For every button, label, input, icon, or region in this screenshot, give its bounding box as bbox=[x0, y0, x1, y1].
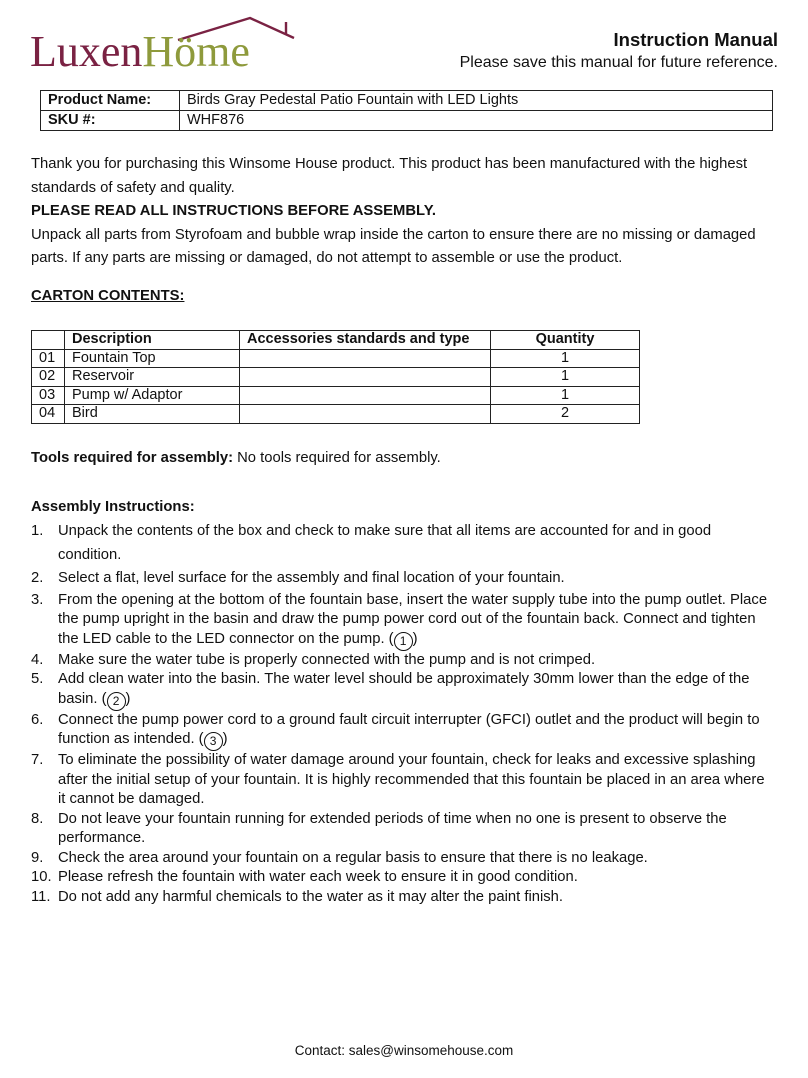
step-number: 11. bbox=[31, 888, 51, 905]
row-num: 02 bbox=[32, 368, 65, 387]
step-text: Select a flat, level surface for the assembly and final location of your fountain. bbox=[58, 570, 565, 586]
step-text: Add clean water into the basin. The water level should be approximately 30mm lower than the edge of the basin. ( bbox=[58, 671, 750, 707]
figure-ref-badge: 1 bbox=[394, 632, 413, 651]
step-text: Make sure the water tube is properly connected with the pump and is not crimped. bbox=[58, 651, 596, 668]
step-text: To eliminate the possibility of water damage around your fountain, check for leaks and excessive splashing after the initial setup of your fountain. It is highly recommended that this fountain be placed in an area where it cannot be damaged. bbox=[58, 752, 765, 807]
product-name-label: Product Name: bbox=[41, 91, 180, 111]
tools-value: No tools required for assembly. bbox=[233, 450, 441, 466]
close-paren: ) bbox=[125, 690, 131, 707]
row-description: Reservoir bbox=[65, 368, 240, 387]
row-description: Bird bbox=[65, 405, 240, 424]
step-text: Unpack the contents of the box and check to make sure that all items are accounted for and in good condition. bbox=[58, 523, 712, 563]
close-paren: ) bbox=[412, 630, 418, 647]
table-row bbox=[32, 368, 640, 387]
row-quantity: 1 bbox=[491, 368, 640, 387]
step-number: 10. bbox=[31, 869, 52, 885]
sku-label: SKU #: bbox=[41, 111, 180, 131]
table-row bbox=[32, 386, 640, 405]
carton-table bbox=[31, 330, 640, 424]
table-row bbox=[32, 405, 640, 424]
assembly-step bbox=[31, 888, 776, 908]
step-text: Do not add any harmful chemicals to the water as it may alter the paint finish. bbox=[58, 888, 563, 905]
assembly-step bbox=[31, 591, 776, 651]
tools-line bbox=[31, 450, 441, 466]
assembly-step bbox=[31, 868, 776, 888]
header bbox=[460, 28, 778, 74]
assembly-steps bbox=[31, 520, 776, 907]
row-description: Fountain Top bbox=[65, 349, 240, 368]
step-number: 4. bbox=[31, 651, 44, 668]
doc-subtitle: Please save this manual for future reference. bbox=[459, 54, 778, 71]
step-text: Do not leave your fountain running for extended periods of time when no one is present to observe the performance. bbox=[58, 810, 727, 846]
carton-header-row bbox=[32, 331, 640, 350]
logo-text: LuxenHöme bbox=[30, 27, 250, 76]
row-accessories bbox=[240, 349, 491, 368]
assembly-step bbox=[31, 670, 776, 711]
row-accessories bbox=[240, 368, 491, 387]
product-table bbox=[40, 90, 773, 131]
assembly-heading: Assembly Instructions: bbox=[31, 499, 195, 515]
step-number: 5. bbox=[31, 671, 44, 687]
assembly-step bbox=[31, 651, 776, 671]
row-description: Pump w/ Adaptor bbox=[65, 386, 240, 405]
step-text: From the opening at the bottom of the fountain base, insert the water supply tube into the pump outlet. Place the pump upright in the basin and draw the pump power cord out of the fountain back. Connect and tighten the LED cable to the LED connector on the pump. ( bbox=[58, 591, 768, 647]
row-num: 03 bbox=[32, 386, 65, 405]
step-text: Check the area around your fountain on a regular basis to ensure that there is no leakage. bbox=[58, 849, 648, 866]
step-text: Please refresh the fountain with water each week to ensure it in good condition. bbox=[58, 869, 578, 885]
figure-ref-badge: 3 bbox=[204, 732, 223, 751]
table-row bbox=[41, 91, 773, 111]
close-paren: ) bbox=[222, 731, 228, 747]
doc-title: Instruction Manual bbox=[613, 29, 778, 50]
assembly-step bbox=[31, 520, 776, 567]
step-number: 2. bbox=[31, 570, 44, 586]
step-number: 3. bbox=[31, 591, 44, 608]
row-num: 01 bbox=[32, 349, 65, 368]
row-accessories bbox=[240, 405, 491, 424]
assembly-step bbox=[31, 751, 776, 810]
step-number: 6. bbox=[31, 711, 44, 728]
intro-section bbox=[31, 153, 781, 271]
table-row bbox=[41, 111, 773, 131]
col-header-accessories: Accessories standards and type bbox=[240, 331, 491, 350]
row-quantity: 2 bbox=[491, 405, 640, 424]
row-quantity: 1 bbox=[491, 349, 640, 368]
row-num: 04 bbox=[32, 405, 65, 424]
assembly-step bbox=[31, 849, 776, 869]
step-number: 9. bbox=[31, 849, 44, 866]
assembly-step bbox=[31, 711, 776, 752]
col-header-description: Description bbox=[65, 331, 240, 350]
assembly-section bbox=[31, 496, 776, 907]
col-header-num bbox=[32, 331, 65, 350]
step-text: Connect the pump power cord to a ground fault circuit interrupter (GFCI) outlet and the product will begin to function as intended. ( bbox=[58, 711, 760, 747]
row-quantity: 1 bbox=[491, 386, 640, 405]
sku-value: WHF876 bbox=[180, 111, 773, 131]
brand-logo bbox=[28, 14, 308, 76]
footer-contact: Contact: sales@winsomehouse.com bbox=[294, 1043, 514, 1058]
step-number: 1. bbox=[31, 523, 44, 539]
col-header-quantity: Quantity bbox=[491, 331, 640, 350]
product-name-value: Birds Gray Pedestal Patio Fountain with LED Lights bbox=[180, 91, 773, 111]
step-number: 8. bbox=[31, 810, 44, 827]
assembly-step bbox=[31, 567, 776, 591]
row-accessories bbox=[240, 386, 491, 405]
table-row bbox=[32, 349, 640, 368]
intro-warning: PLEASE READ ALL INSTRUCTIONS BEFORE ASSEMBLY. bbox=[31, 203, 437, 219]
assembly-step bbox=[31, 810, 776, 849]
figure-ref-badge: 2 bbox=[107, 692, 126, 711]
carton-heading: CARTON CONTENTS: bbox=[31, 288, 185, 304]
intro-unpack: Unpack all parts from Styrofoam and bubble wrap inside the carton to ensure there are no missing or damaged parts. If any parts are missing or damaged, do not attempt to assemble or use the product. bbox=[31, 226, 756, 266]
intro-thanks: Thank you for purchasing this Winsome House product. This product has been manufactured with the highest standards of safety and quality. bbox=[31, 156, 748, 196]
tools-label: Tools required for assembly: bbox=[31, 450, 233, 466]
step-number: 7. bbox=[31, 752, 44, 768]
